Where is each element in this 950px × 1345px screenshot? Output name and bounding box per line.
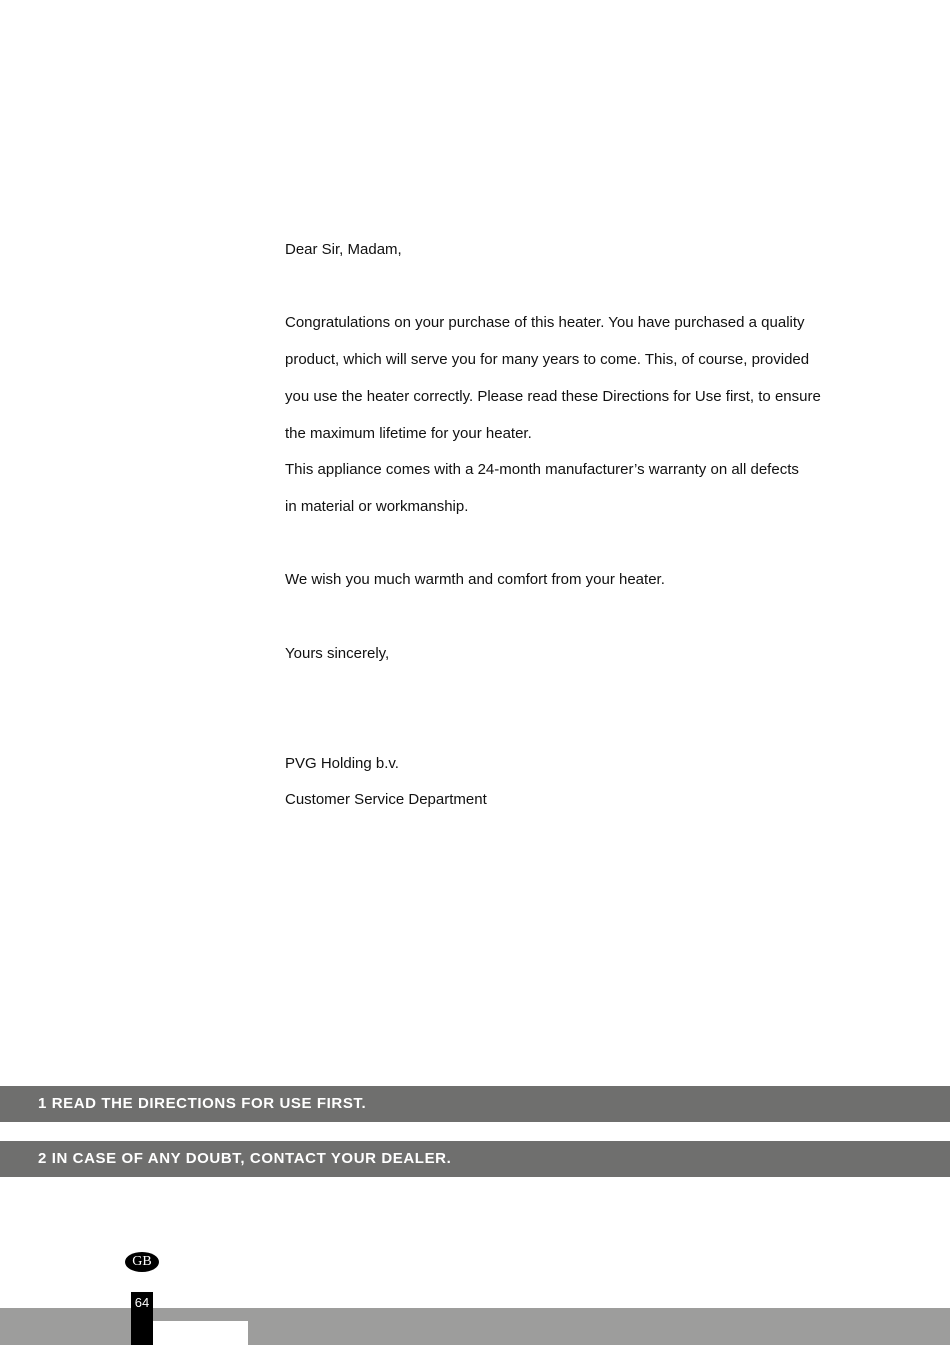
letter-spacer	[285, 599, 865, 636]
letter-body-line: This appliance comes with a 24-month manufacturer’s warranty on all defects	[285, 461, 799, 479]
instruction-banner-1: 1 READ THE DIRECTIONS FOR USE FIRST.	[0, 1086, 950, 1122]
letter-body-line: product, which will serve you for many years to come. This, of course, provided	[285, 351, 810, 369]
letter	[285, 232, 865, 819]
footer-white-block	[153, 1321, 248, 1345]
letter-department: Customer Service Department	[285, 791, 487, 809]
letter-body-line: in material or workmanship.	[285, 497, 469, 515]
letter-body-line: Congratulations on your purchase of this heater. You have purchased a quality	[285, 314, 805, 332]
letter-wish: We wish you much warmth and comfort from your heater.	[285, 571, 665, 589]
page-number-tab	[131, 1292, 153, 1345]
letter-closing: Yours sincerely,	[285, 644, 390, 662]
letter-salutation: Dear Sir, Madam,	[285, 241, 402, 258]
letter-body-line: the maximum lifetime for your heater.	[285, 424, 532, 442]
letter-body-line: you use the heater correctly. Please read these Directions for Use first, to ensure	[285, 387, 821, 405]
letter-spacer	[285, 269, 865, 306]
instruction-banner-2: 2 IN CASE OF ANY DOUBT, CONTACT YOUR DEALER.	[0, 1141, 950, 1177]
signature-space	[285, 672, 865, 745]
letter-spacer	[285, 526, 865, 563]
language-badge: GB	[125, 1252, 159, 1272]
letter-company: PVG Holding b.v.	[285, 754, 399, 772]
page-number: 64	[134, 1295, 150, 1310]
